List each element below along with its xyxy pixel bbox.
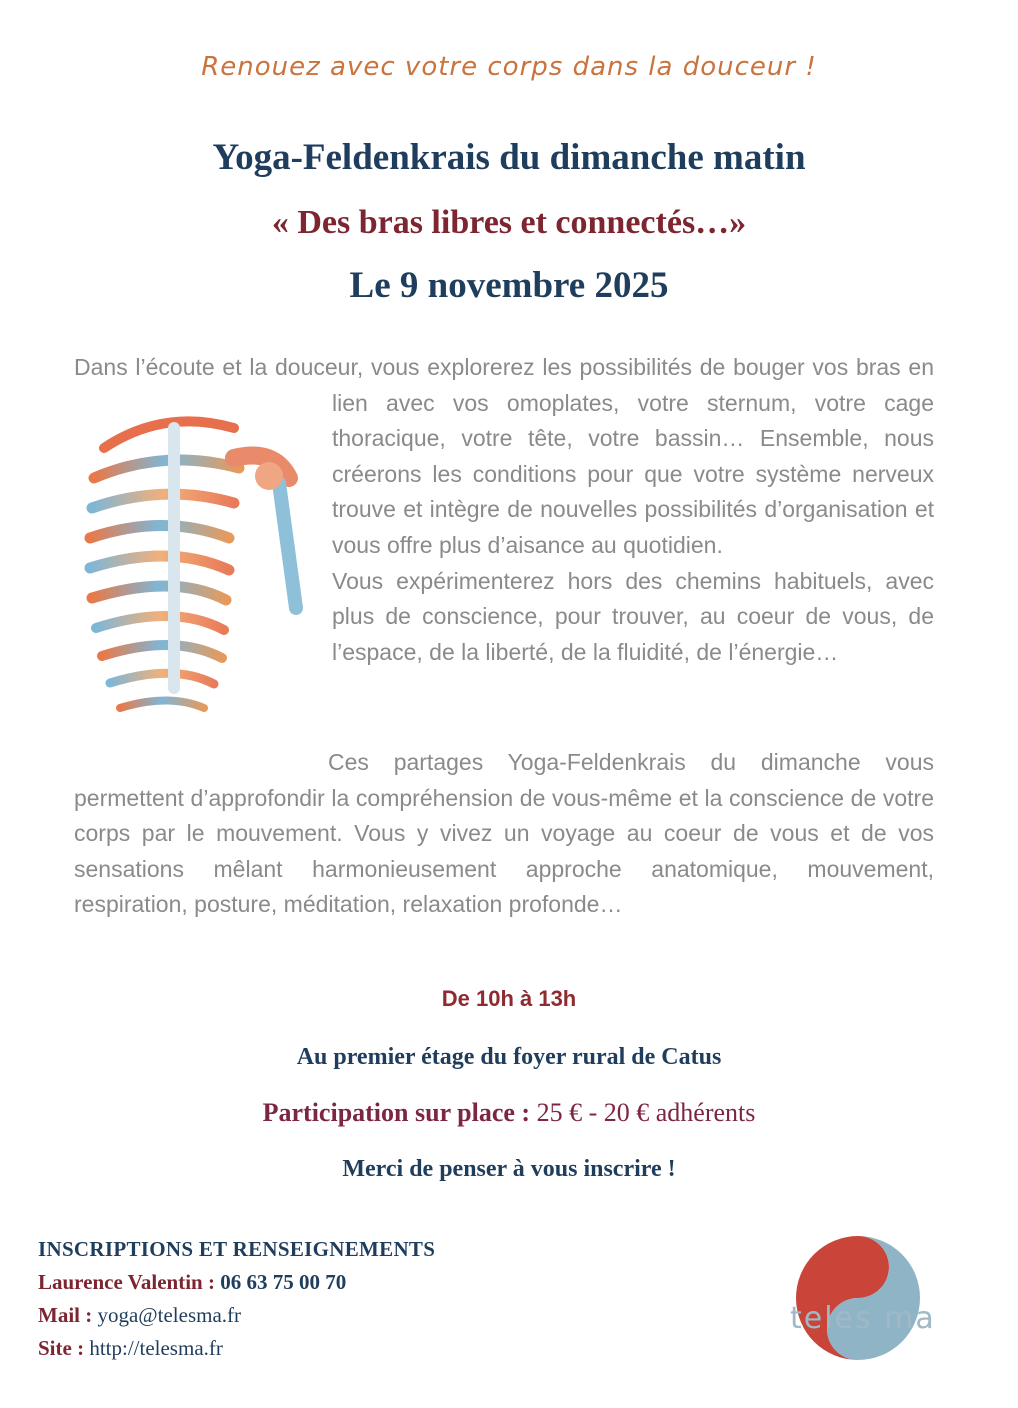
price-value: 25 € - 20 € adhérents <box>536 1098 756 1127</box>
paragraph-3: Ces partages Yoga-Feldenkrais du dimanche vous permettent d’approfondir la compréhension de vous-même et la conscience de votre corps par le mouvement. Vous y vivez un voyage au coeur de vous et de vos sensations mêlant harmonieusement approche anatomique, mouvement, respiration, posture, méditation, relaxation profonde… <box>74 749 934 918</box>
mail-label: Mail : <box>38 1303 93 1327</box>
contact-name: Laurence Valentin : <box>38 1270 215 1294</box>
description-block <box>74 350 934 760</box>
contact-site-line <box>38 1332 223 1365</box>
event-place: Au premier étage du foyer rural de Catus <box>296 1044 722 1070</box>
paragraph-1: Dans l’écoute et la douceur, vous explorerez les possibilités de bouger vos bras en lien avec vos omoplates, votre sternum, votre cage thoracique, votre tête, votre bassin… Ensemble, nous créerons les conditions pour que votre système nerveux trouve et intègre de nouvelles possibilités d’organisation et vous offre plus d’aisance au quotidien. <box>74 354 934 558</box>
contact-site[interactable]: http://telesma.fr <box>89 1336 223 1360</box>
site-label: Site : <box>38 1336 85 1360</box>
telesma-logo <box>786 1232 936 1362</box>
event-price <box>0 1098 1018 1128</box>
page-title: Yoga-Feldenkrais du dimanche matin <box>212 137 806 178</box>
price-label: Participation sur place : <box>262 1098 531 1127</box>
contact-mail-line <box>38 1299 241 1332</box>
ribcage-illustration <box>74 388 314 760</box>
paragraph-2: Vous expérimenterez hors des chemins habituels, avec plus de conscience, pour trouver, au coeur de vous, de l’espace, de la liberté, de la fluidité, de l’énergie… <box>332 567 934 665</box>
event-hours: De 10h à 13h <box>441 986 577 1011</box>
tagline: Renouez avec votre corps dans la douceur ! <box>201 52 817 82</box>
contact-mail[interactable]: yoga@telesma.fr <box>97 1303 242 1327</box>
contact-phone[interactable]: 06 63 75 00 70 <box>220 1270 347 1294</box>
contact-heading: INSCRIPTIONS ET RENSEIGNEMENTS <box>38 1237 436 1261</box>
logo-text: teles ma <box>790 1301 936 1336</box>
register-reminder: Merci de penser à vous inscrire ! <box>342 1156 676 1182</box>
contact-phone-line <box>38 1266 346 1299</box>
event-date: Le 9 novembre 2025 <box>349 265 669 306</box>
page-subtitle: « Des bras libres et connectés…» <box>271 204 747 241</box>
